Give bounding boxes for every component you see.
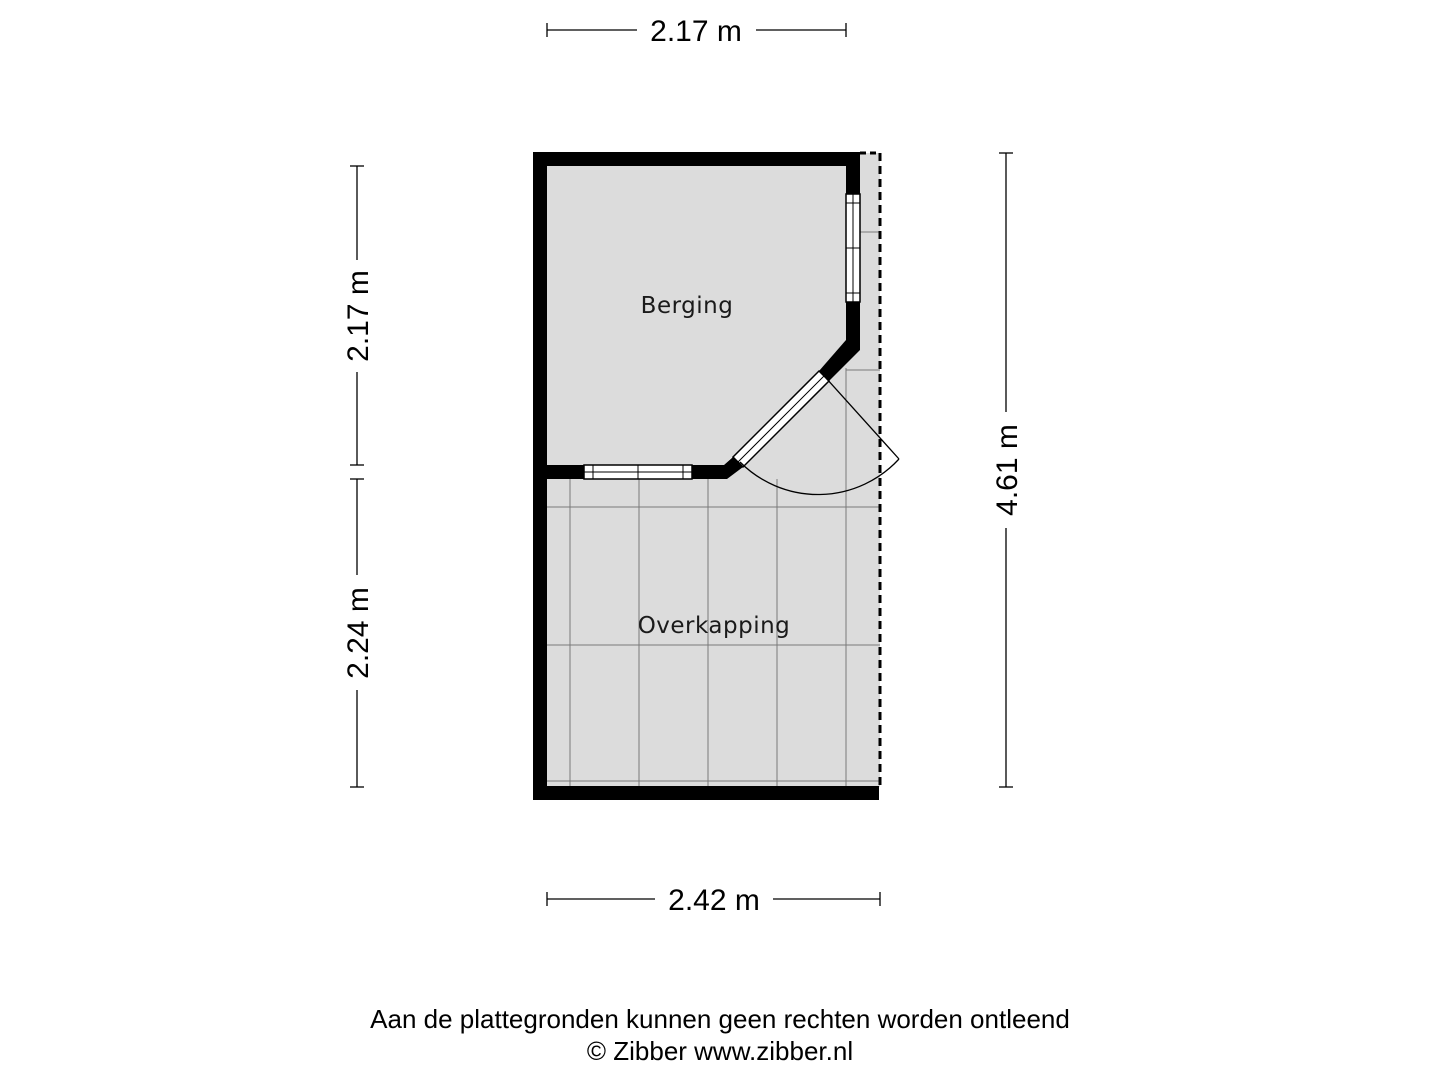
wall-bottom [533,786,879,800]
dimension-bottom-label: 2.42 m [668,884,760,917]
wall-storage-bottom-left [547,465,584,479]
room-label-overkapping: Overkapping [637,613,791,639]
dimension-left-lower-label: 2.24 m [342,587,375,679]
wall-top [533,152,860,166]
footer-credit: © Zibber www.zibber.nl [586,1036,854,1066]
dimension-left-upper-label: 2.17 m [342,270,375,362]
room-label-berging: Berging [640,293,734,319]
wall-right-upper [846,152,860,194]
wall-left [533,152,547,800]
footer-disclaimer: Aan de plattegronden kunnen geen rechten worden ontleend [370,1004,1070,1034]
dimension-top-label: 2.17 m [650,15,742,48]
dimension-right-label: 4.61 m [991,424,1024,516]
